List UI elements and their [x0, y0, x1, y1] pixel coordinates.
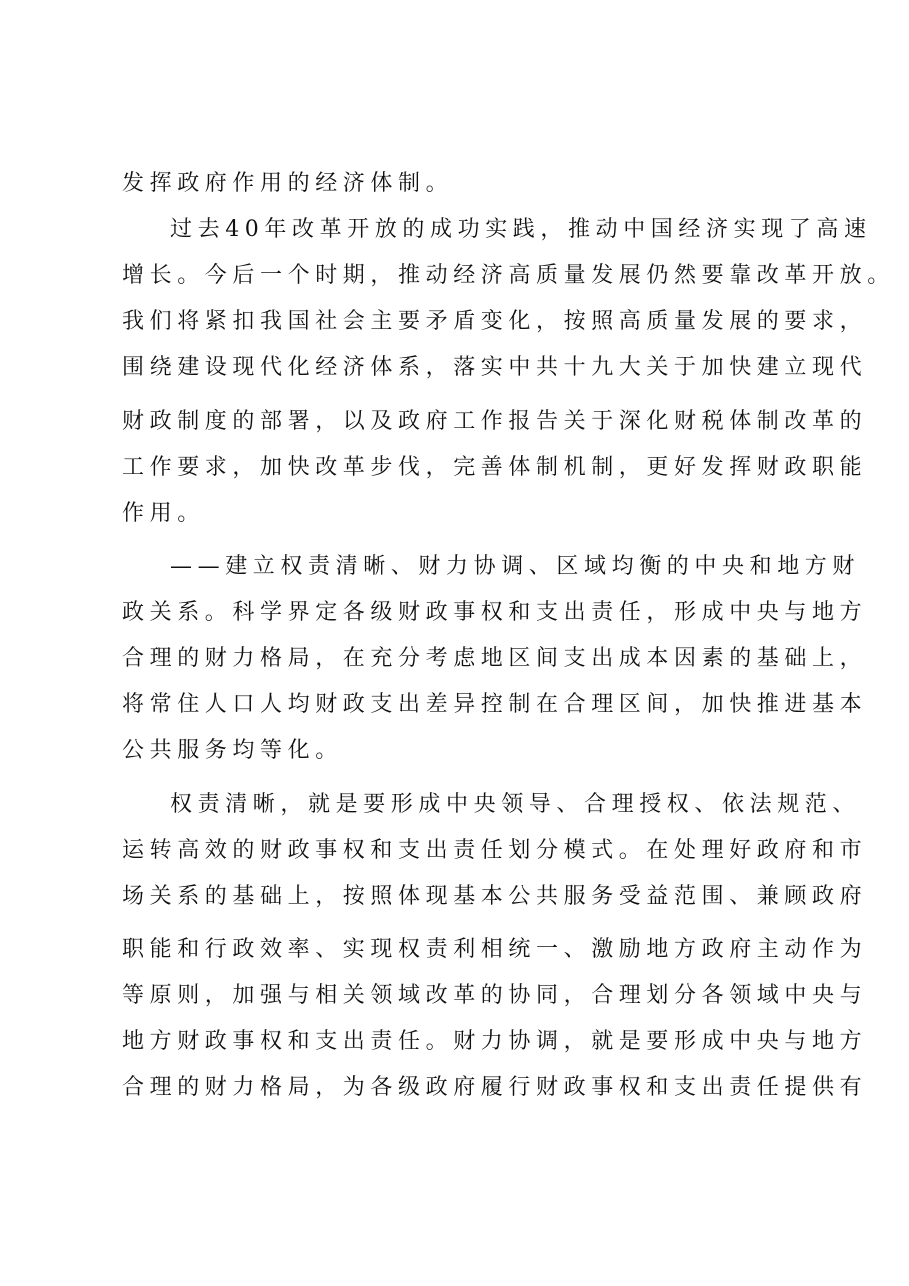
text-line-3: 增长。今后一个时期，推动经济高质量发展仍然要靠改革开放。: [122, 263, 895, 288]
text-line-13: 公共服务均等化。: [122, 738, 343, 763]
text-line-4: 我们将紧扣我国社会主要矛盾变化，按照高质量发展的要求，: [122, 309, 868, 334]
text-line-7: 工作要求，加快改革步伐，完善体制机制，更好发挥财政职能: [122, 455, 868, 480]
text-line-8: 作用。: [122, 501, 205, 526]
text-line-18: 等原则，加强与相关领域改革的协同，合理划分各领域中央与: [122, 983, 868, 1008]
text-line-17: 职能和行政效率、实现权责利相统一、激励地方政府主动作为: [122, 937, 868, 962]
text-line-5: 围绕建设现代化经济体系，落实中共十九大关于加快建立现代: [122, 355, 868, 380]
text-line-12: 将常住人口人均财政支出差异控制在合理区间，加快推进基本: [122, 692, 868, 717]
text-line-14: 权责清晰，就是要形成中央领导、合理授权、依法规范、: [170, 792, 861, 817]
text-line-6: 财政制度的部署，以及政府工作报告关于深化财税体制改革的: [122, 409, 868, 434]
text-line-11: 合理的财力格局，在充分考虑地区间支出成本因素的基础上，: [122, 646, 868, 671]
text-line-10: 政关系。科学界定各级财政事权和支出责任，形成中央与地方: [122, 600, 868, 625]
text-line-16: 场关系的基础上，按照体现基本公共服务受益范围、兼顾政府: [122, 884, 868, 909]
text-line-19: 地方财政事权和支出责任。财力协调，就是要形成中央与地方: [122, 1029, 868, 1054]
text-line-15: 运转高效的财政事权和支出责任划分模式。在处理好政府和市: [122, 838, 868, 863]
text-line-9: ——建立权责清晰、财力协调、区域均衡的中央和地方财: [170, 554, 861, 579]
text-line-2: 过去40年改革开放的成功实践，推动中国经济实现了高速: [170, 217, 872, 242]
text-line-1: 发挥政府作用的经济体制。: [122, 171, 454, 196]
text-line-20: 合理的财力格局，为各级政府履行财政事权和支出责任提供有: [122, 1075, 868, 1100]
